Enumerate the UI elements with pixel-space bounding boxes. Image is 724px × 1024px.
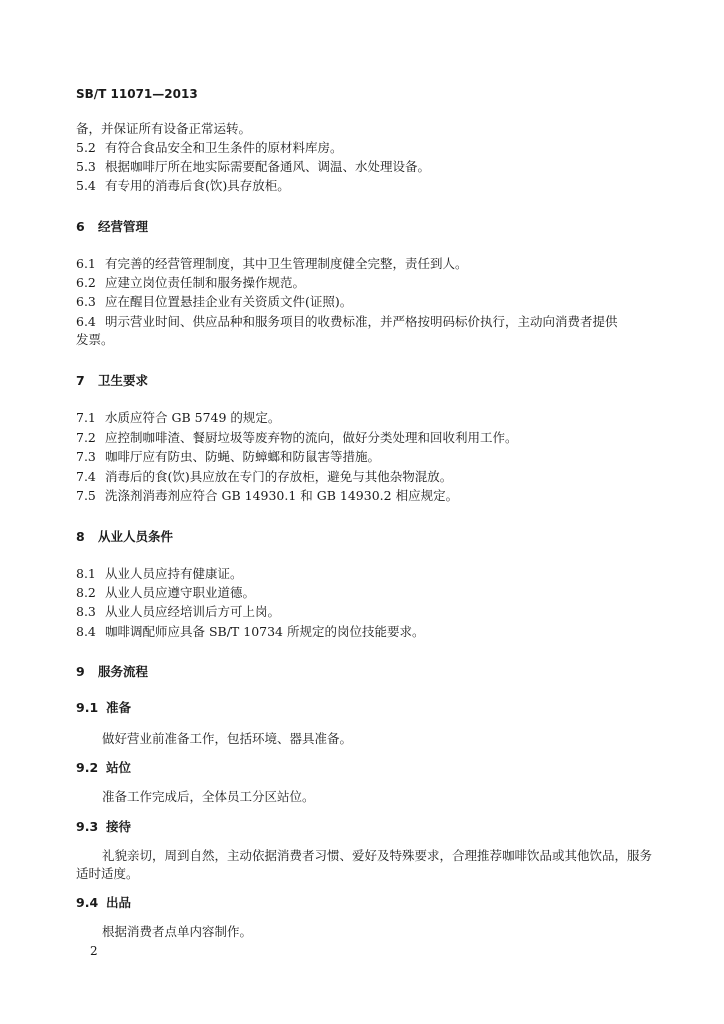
clause-number: 7.3 [76, 449, 96, 464]
clause-text: 应在醒目位置悬挂企业有关资质文件(证照)。 [105, 294, 353, 309]
clause-8-1 [76, 566, 666, 582]
section-title: 经营管理 [98, 219, 149, 234]
section-heading-9 [76, 664, 666, 680]
clause-7-5 [76, 488, 666, 504]
subsection-number: 9.1 [76, 700, 99, 715]
clause-text: 应建立岗位责任制和服务操作规范。 [105, 275, 306, 290]
clause-number: 8.4 [76, 624, 96, 639]
clause-number: 6.2 [76, 275, 96, 290]
clause-number: 6.3 [76, 294, 96, 309]
clause-text: 明示营业时间、供应品种和服务项目的收费标准，并严格按明码标价执行，主动向消费者提供 [105, 314, 618, 329]
clause-6-4-continuation: 发票。 [76, 332, 114, 347]
clause-number: 7.5 [76, 488, 96, 503]
clause-8-3 [76, 604, 666, 620]
clause-7-2 [76, 430, 666, 446]
clause-text: 有完善的经营管理制度，其中卫生管理制度健全完整，责任到人。 [105, 256, 468, 271]
clause-text: 从业人员应持有健康证。 [105, 566, 243, 581]
clause-number: 5.3 [76, 159, 96, 174]
clause-number: 5.4 [76, 178, 96, 193]
paragraph-9-2: 准备工作完成后，全体员工分区站位。 [102, 789, 315, 804]
standard-number: SB/T 11071—2013 [76, 87, 198, 101]
section-title: 从业人员条件 [98, 529, 174, 544]
subsection-heading-9-1 [76, 700, 666, 716]
clause-text: 消毒后的食(饮)具应放在专门的存放柜，避免与其他杂物混放。 [105, 469, 453, 484]
clause-number: 8.2 [76, 585, 96, 600]
clause-text: 咖啡调配师应具备 SB/T 10734 所规定的岗位技能要求。 [105, 624, 425, 639]
paragraph-9-1: 做好营业前准备工作，包括环境、器具准备。 [102, 731, 353, 746]
section-title: 卫生要求 [98, 373, 149, 388]
subsection-number: 9.4 [76, 895, 99, 910]
clause-number: 5.2 [76, 140, 96, 155]
clause-5-4 [76, 178, 666, 194]
clause-number: 6.4 [76, 314, 96, 329]
clause-6-1 [76, 256, 666, 272]
section-number: 9 [76, 664, 85, 679]
clause-5-1-continuation: 备，并保证所有设备正常运转。 [76, 121, 252, 136]
section-heading-6 [76, 219, 666, 235]
subsection-title: 接待 [106, 819, 132, 834]
paragraph-9-4: 根据消费者点单内容制作。 [102, 924, 253, 939]
subsection-title: 准备 [106, 700, 132, 715]
clause-text: 从业人员应经培训后方可上岗。 [105, 604, 281, 619]
clause-text: 洗涤剂消毒剂应符合 GB 14930.1 和 GB 14930.2 相应规定。 [105, 488, 459, 503]
clause-5-2 [76, 140, 666, 156]
clause-5-3 [76, 159, 666, 175]
section-title: 服务流程 [98, 664, 149, 679]
clause-number: 7.4 [76, 469, 96, 484]
clause-number: 6.1 [76, 256, 96, 271]
clause-text: 有专用的消毒后食(饮)具存放柜。 [105, 178, 290, 193]
subsection-number: 9.2 [76, 760, 99, 775]
clause-6-2 [76, 275, 666, 291]
subsection-heading-9-3 [76, 819, 666, 835]
section-heading-8 [76, 529, 666, 545]
paragraph-9-3-continuation: 适时适度。 [76, 866, 139, 881]
clause-7-3 [76, 449, 666, 465]
clause-text: 有符合食品安全和卫生条件的原材料库房。 [105, 140, 343, 155]
clause-8-2 [76, 585, 666, 601]
clause-7-4 [76, 469, 666, 485]
clause-text: 咖啡厅应有防虫、防蝇、防蟑螂和防鼠害等措施。 [105, 449, 381, 464]
subsection-title: 出品 [106, 895, 132, 910]
clause-text: 从业人员应遵守职业道德。 [105, 585, 256, 600]
clause-number: 8.3 [76, 604, 96, 619]
clause-text: 水质应符合 GB 5749 的规定。 [105, 410, 281, 425]
clause-text: 应控制咖啡渣、餐厨垃圾等废弃物的流向，做好分类处理和回收利用工作。 [105, 430, 518, 445]
clause-number: 7.1 [76, 410, 96, 425]
section-number: 7 [76, 373, 85, 388]
clause-8-4 [76, 624, 666, 640]
page-number: 2 [90, 944, 98, 958]
clause-number: 7.2 [76, 430, 96, 445]
subsection-heading-9-4 [76, 895, 666, 911]
section-number: 6 [76, 219, 85, 234]
paragraph-9-3: 礼貌亲切，周到自然，主动依据消费者习惯、爱好及特殊要求，合理推荐咖啡饮品或其他饮品，服务 [102, 848, 653, 863]
clause-text: 根据咖啡厅所在地实际需要配备通风、调温、水处理设备。 [105, 159, 431, 174]
subsection-heading-9-2 [76, 760, 666, 776]
clause-7-1 [76, 410, 666, 426]
subsection-title: 站位 [106, 760, 132, 775]
subsection-number: 9.3 [76, 819, 99, 834]
clause-6-3 [76, 294, 666, 310]
section-number: 8 [76, 529, 85, 544]
clause-number: 8.1 [76, 566, 96, 581]
clause-6-4 [76, 314, 666, 330]
section-heading-7 [76, 373, 666, 389]
